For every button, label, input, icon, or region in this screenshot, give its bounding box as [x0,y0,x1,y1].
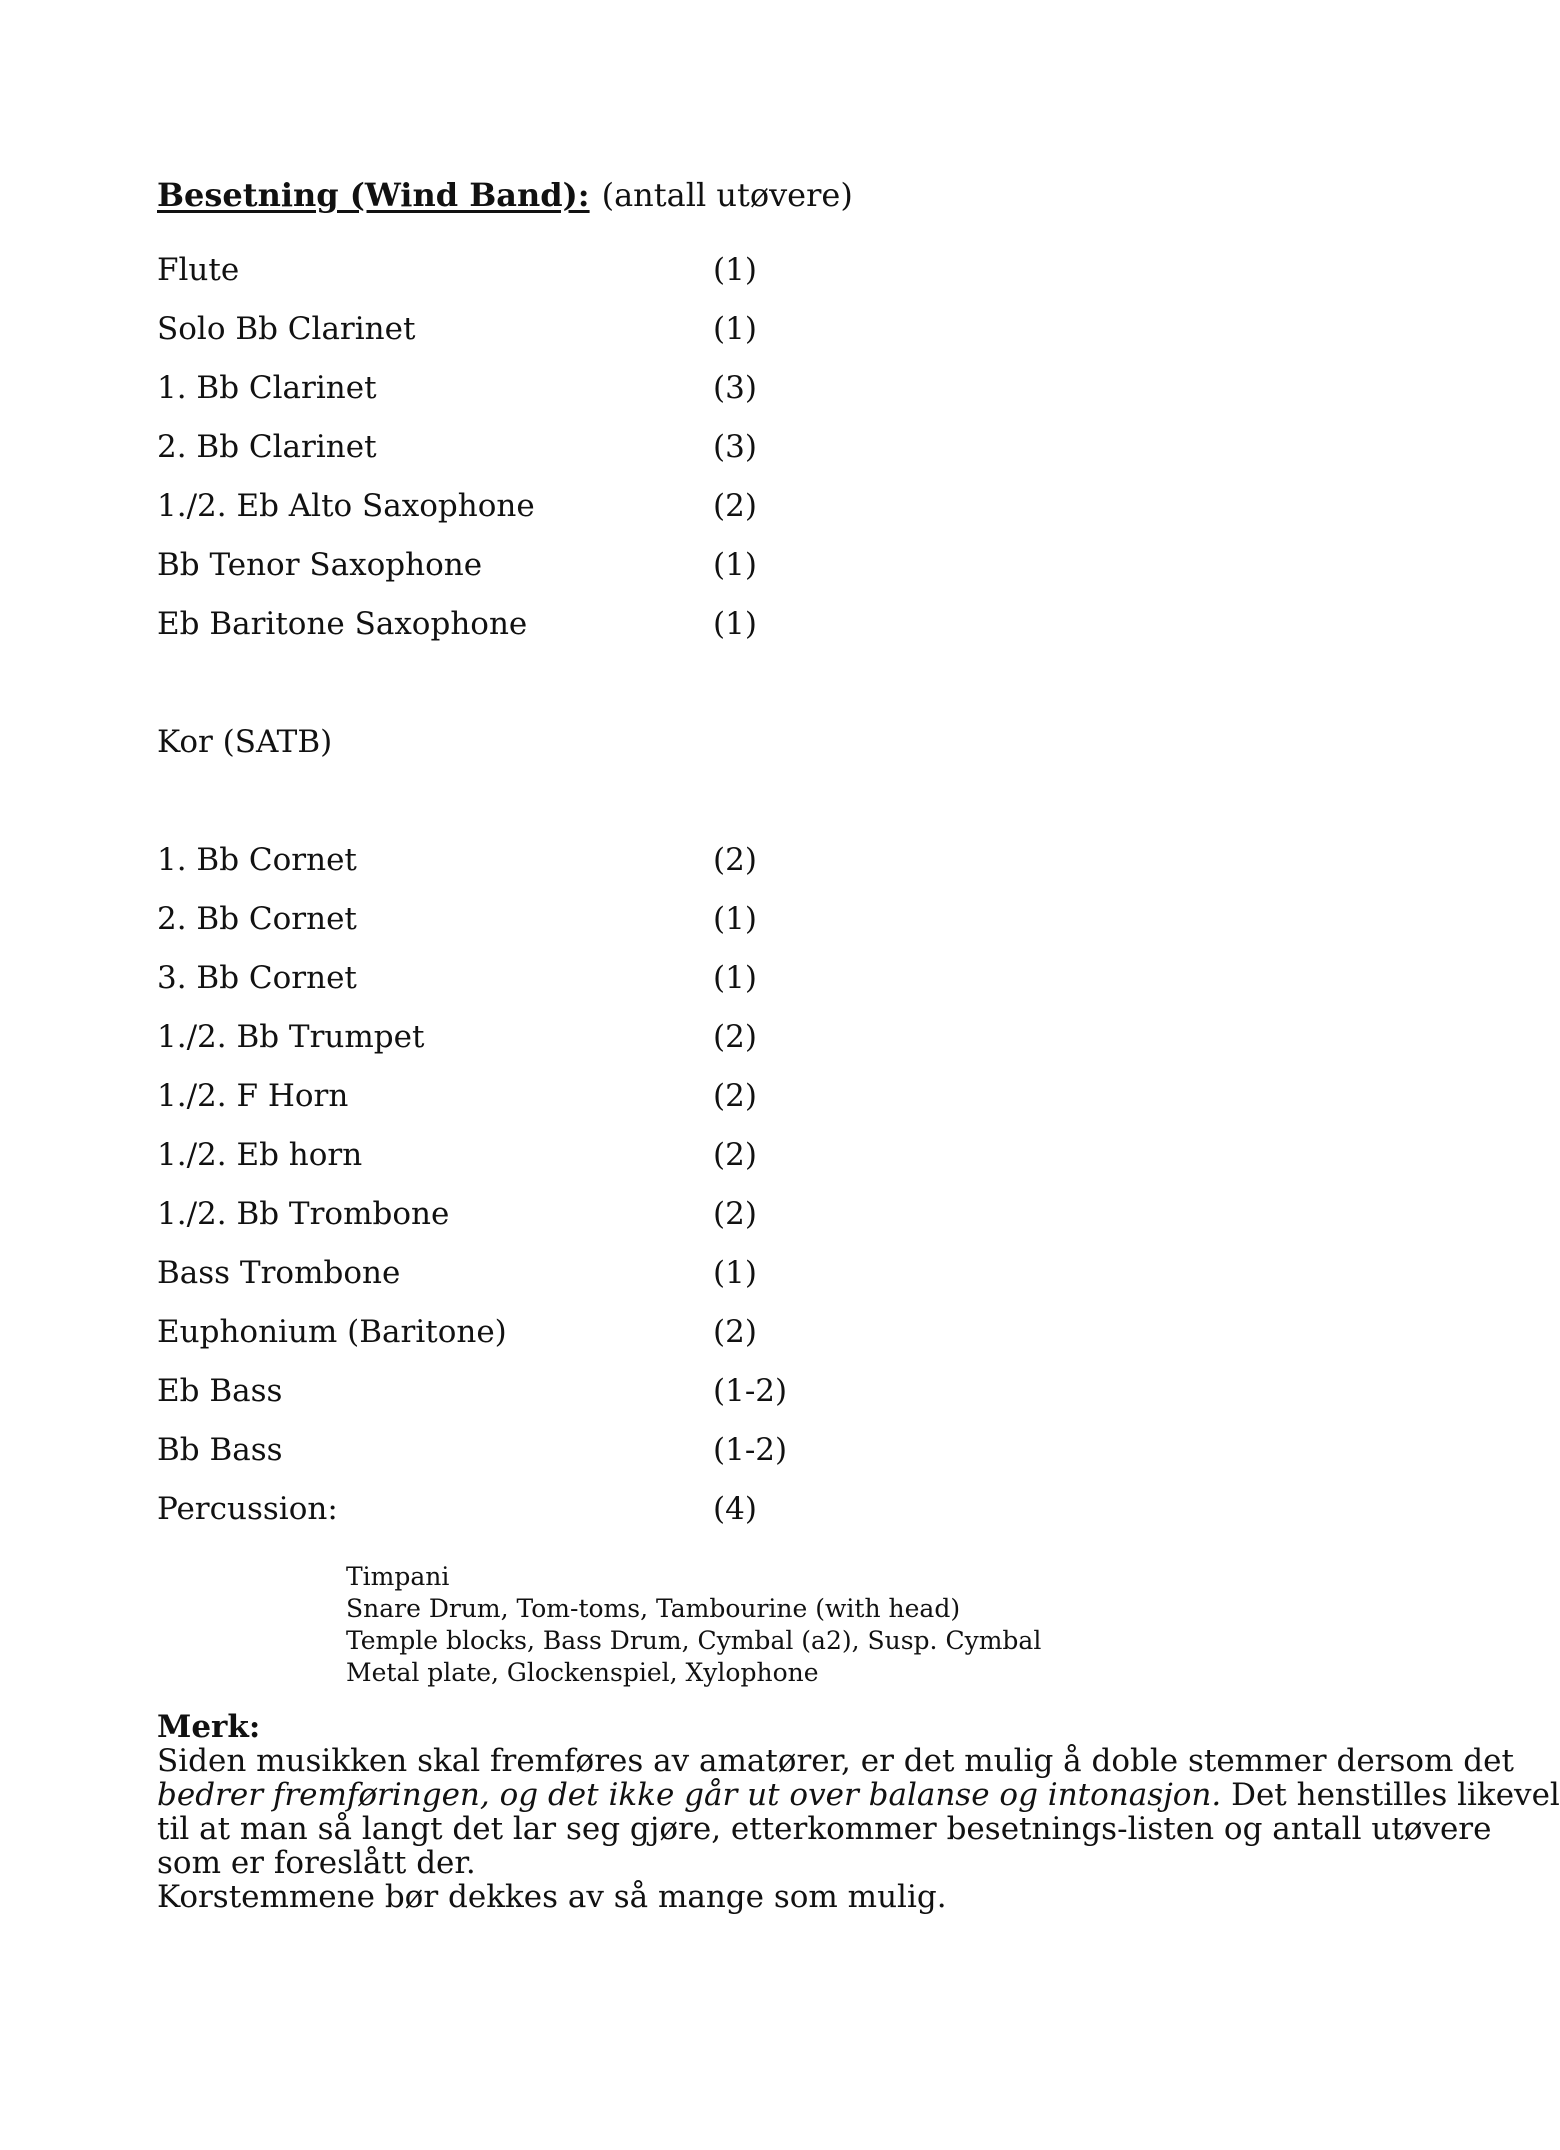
player-count: (2) [713,842,757,878]
player-count: (2) [713,1019,757,1055]
player-count: (1) [713,252,757,288]
instrument-name: Bass Trombone [157,1255,401,1291]
instrument-name: Percussion: [157,1491,338,1527]
instrument-name: 3. Bb Cornet [157,960,357,996]
instrument-name: 2. Bb Clarinet [157,429,377,465]
heading-title: Besetning (Wind Band): [157,176,590,214]
instrument-name: 2. Bb Cornet [157,901,357,937]
player-count: (4) [713,1491,757,1527]
instrumentation-heading [157,176,853,214]
player-count: (1) [713,547,757,583]
player-count: (1) [713,901,757,937]
player-count: (2) [713,1078,757,1114]
player-count: (3) [713,370,757,406]
percussion-line: Metal plate, Glockenspiel, Xylophone [346,1658,819,1687]
percussion-list [346,1561,1041,1689]
player-count: (1) [713,606,757,642]
player-count: (1) [713,960,757,996]
percussion-line: Snare Drum, Tom-toms, Tambourine (with head) [346,1594,961,1623]
choir-label: Kor (SATB) [157,724,333,760]
instrument-name: 1./2. Eb horn [157,1137,363,1173]
player-count: (2) [713,488,757,524]
note-italic-text: bedrer fremføringen, og det ikke går ut over balanse og intonasjon. [157,1777,1222,1813]
player-count: (2) [713,1196,757,1232]
percussion-line: Timpani [346,1562,450,1591]
note-line: Siden musikken skal fremføres av amatører, er det mulig å doble stemmer dersom det [157,1743,1514,1779]
instrument-name: Solo Bb Clarinet [157,311,416,347]
player-count: (2) [713,1314,757,1350]
note-line: som er foreslått der. [157,1845,476,1881]
note-section [157,1709,1560,1915]
player-count: (2) [713,1137,757,1173]
player-count: (3) [713,429,757,465]
instrument-name: Flute [157,252,240,288]
percussion-line: Temple blocks, Bass Drum, Cymbal (a2), Susp. Cymbal [346,1626,1042,1655]
instrument-name: 1./2. F Horn [157,1078,349,1114]
instrument-name: Bb Bass [157,1432,283,1468]
instrument-name: Bb Tenor Saxophone [157,547,483,583]
note-text: Det henstilles likevel [1221,1777,1560,1813]
instrument-name: Euphonium (Baritone) [157,1314,507,1350]
instrument-name: 1. Bb Clarinet [157,370,377,406]
player-count: (1-2) [713,1373,788,1409]
note-line: til at man så langt det lar seg gjøre, etterkommer besetnings-listen og antall utøvere [157,1811,1492,1847]
player-count: (1) [713,1255,757,1291]
instrument-name: Eb Bass [157,1373,283,1409]
instrument-name: 1./2. Bb Trumpet [157,1019,425,1055]
note-line: Korstemmene bør dekkes av så mange som mulig. [157,1879,947,1915]
player-count: (1) [713,311,757,347]
instrument-name: 1./2. Bb Trombone [157,1196,450,1232]
note-line [157,1777,1560,1813]
player-count: (1-2) [713,1432,788,1468]
instrument-name: 1./2. Eb Alto Saxophone [157,488,535,524]
note-title: Merk: [157,1709,261,1745]
instrument-name: Eb Baritone Saxophone [157,606,528,642]
instrument-name: 1. Bb Cornet [157,842,357,878]
heading-subtitle: (antall utøvere) [601,176,853,214]
